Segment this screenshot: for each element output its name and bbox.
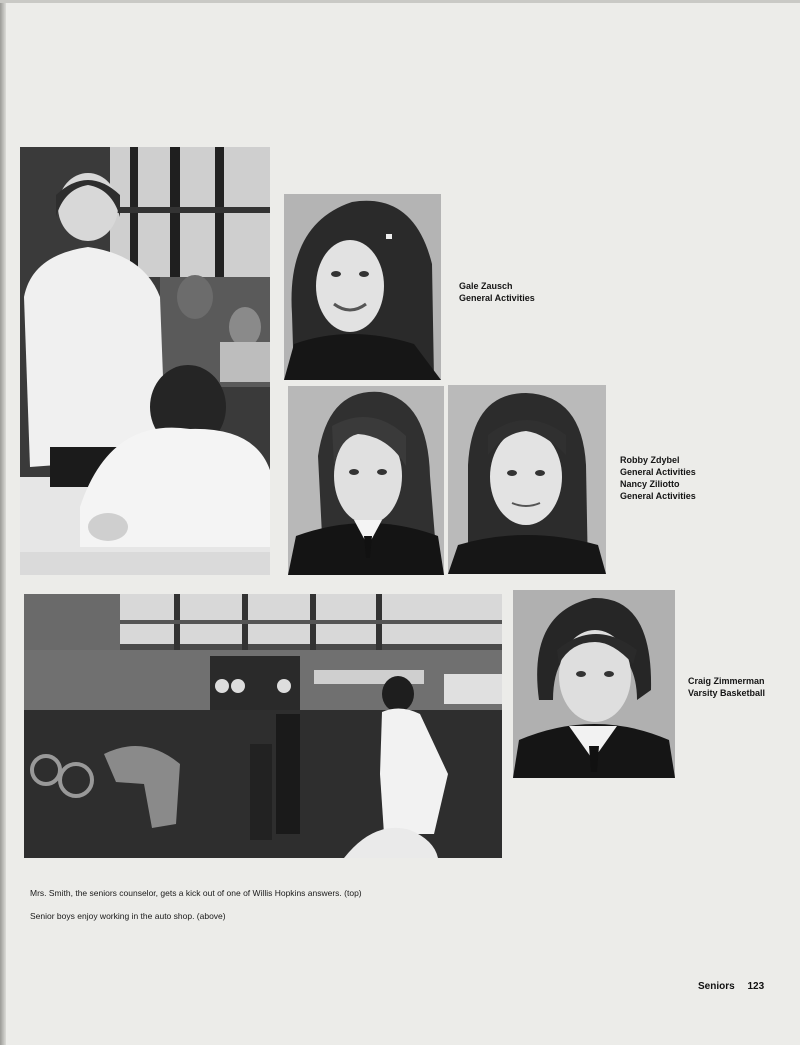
portrait-nancy-ziliotto	[448, 385, 606, 574]
portrait-activity: General Activities	[459, 293, 535, 303]
portrait-name: Craig Zimmerman	[688, 676, 765, 686]
page-binding-edge	[0, 0, 6, 1045]
caption-top-photo: Mrs. Smith, the seniors counselor, gets a kick out of one of Willis Hopkins answers. (top)	[30, 888, 362, 898]
portrait-craig-zimmerman	[513, 590, 675, 778]
page-number: 123	[747, 981, 765, 992]
portrait-robby-zdybel	[288, 386, 444, 575]
candid-photo-auto-shop	[24, 594, 502, 858]
caption-zdybel-ziliotto	[620, 454, 696, 502]
portrait-activity: General Activities	[620, 491, 696, 501]
portrait-activity: General Activities	[620, 467, 696, 477]
caption-gale-zausch	[459, 280, 535, 304]
section-name: Seniors	[698, 981, 735, 992]
portrait-gale-zausch	[284, 194, 441, 380]
portrait-activity: Varsity Basketball	[688, 688, 766, 698]
portrait-name: Robby Zdybel	[620, 455, 680, 465]
caption-craig-zimmerman	[688, 675, 765, 699]
page-top-edge	[0, 0, 800, 3]
portrait-name: Gale Zausch	[459, 281, 513, 291]
portrait-name: Nancy Ziliotto	[620, 479, 680, 489]
page-folio	[698, 981, 764, 992]
candid-photo-counselor	[20, 147, 270, 575]
caption-above-photo: Senior boys enjoy working in the auto shop. (above)	[30, 911, 226, 921]
